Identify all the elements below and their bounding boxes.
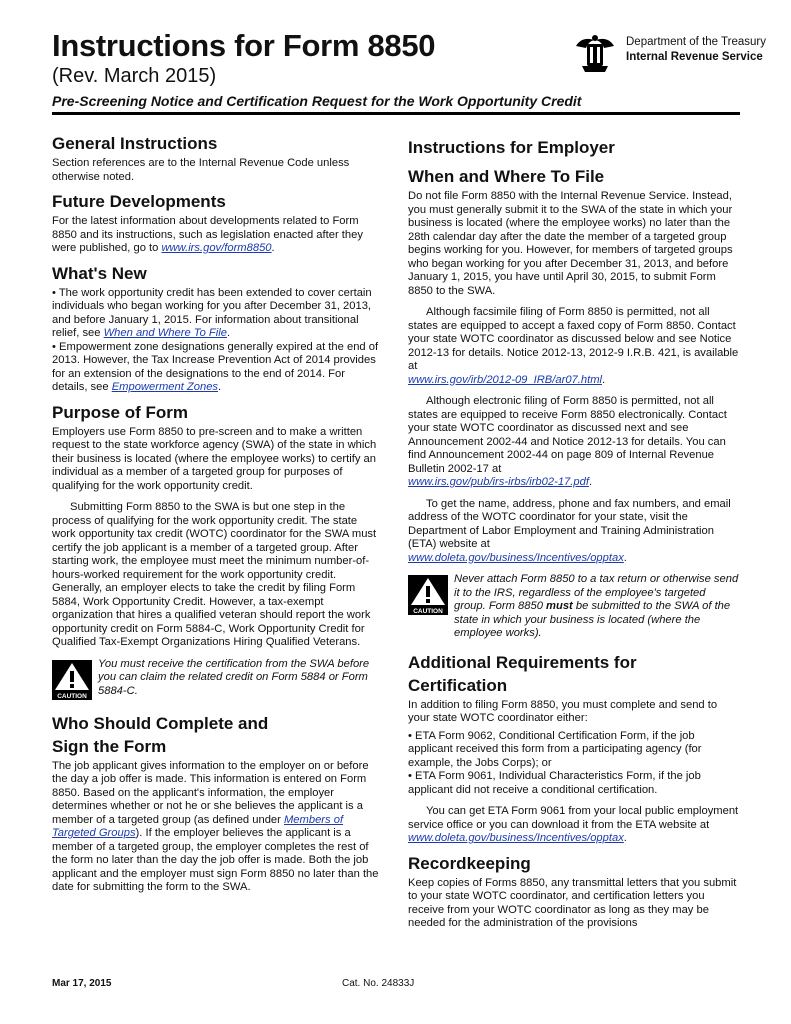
- general-instructions-text: Section references are to the Internal Revenue Code unless otherwise noted.: [52, 157, 350, 183]
- additional-paragraph-2: You can get ETA Form 9061 from your local public employment service office or you can download it from the ETA website at www.doleta.gov/business/Incentives/opptax.: [408, 805, 739, 844]
- left-column: [52, 132, 382, 899]
- purpose-paragraph-1: Employers use Form 8850 to pre-screen and to make a written request to the state workforce agency (SWA) of the state in which their business is located (where the employee works) to certify an individual as a member of a targeted group for purposes of qualifying for the work opportunity credit.: [52, 425, 377, 492]
- document-header: [52, 28, 766, 118]
- page-title: Instructions for Form 8850: [52, 28, 436, 63]
- form-subtitle: Pre-Screening Notice and Certification Request for the Work Opportunity Credit: [52, 93, 582, 109]
- when-where-heading: When and Where To File: [408, 167, 605, 186]
- who-should-complete-heading-1: Who Should Complete and: [52, 713, 269, 733]
- recordkeeping-heading: Recordkeeping: [408, 853, 531, 873]
- agency-block: [572, 32, 766, 82]
- when-paragraph-4: To get the name, address, phone and fax numbers, and email address of the WOTC coordinator for your state, visit the Department of Labor Employment and Training Administration (ETA) website at www.doleta.gov/business/Incentives/opptax.: [408, 497, 731, 564]
- caution-icon: [408, 575, 448, 615]
- caution-text-1: You must receive the certification from the SWA before you can claim the related credit on Form 5884 or Form 5884-C.: [98, 657, 370, 697]
- caution-box-2: [408, 573, 740, 641]
- doleta-link-2[interactable]: www.doleta.gov/business/Incentives/opptax: [408, 832, 624, 844]
- agency-department: Department of the Treasury: [626, 36, 766, 48]
- members-targeted-groups-link[interactable]: Members of Targeted Groups: [52, 813, 344, 839]
- caution-box-1: [52, 658, 382, 702]
- caution-icon: [52, 660, 92, 700]
- future-developments-heading: Future Developments: [52, 192, 226, 211]
- when-paragraph-3: Although electronic filing of Form 8850 is permitted, not all states are equipped to receive Form 8850 electronically. Contact your state WOTC coordinator as discussed next and see Announcement 2002-44 and Notice 2012-13 for details. You can find Announcement 2002-44 on page 809 of Internal Revenue Bulletin 2002-17 at www.irs.gov/pub/irs-irbs/irb02-17.pdf.: [408, 395, 727, 488]
- general-instructions-heading: General Instructions: [52, 134, 218, 153]
- irb02-17-link[interactable]: www.irs.gov/pub/irs-irbs/irb02-17.pdf: [408, 476, 589, 488]
- svg-text:CAUTION: CAUTION: [57, 692, 87, 700]
- purpose-paragraph-2: Submitting Form 8850 to the SWA is but one step in the process of qualifying for the work opportunity credit. The state work opportunity tax credit (WOTC) coordinator for the SWA must certify the job applicant is a member of a targeted group. After starting work, the employee must meet the minimum number-of-hours-worked requirement for the work opportunity credit. Generally, an employer elects to take the credit by filing Form 5884, Work Opportunity Credit. However, a tax-exempt organization that hires a qualified veteran should report the work opportunity credit on Form 5884-C, Work Opportunity Credit for Qualified Tax-Exempt Organizations Hiring Qualified Veterans.: [52, 501, 377, 648]
- footer-date: Mar 17, 2015: [52, 978, 112, 989]
- additional-requirements-heading-2: Certification: [408, 675, 508, 695]
- purpose-of-form-heading: Purpose of Form: [52, 402, 189, 422]
- agency-text: [626, 35, 766, 65]
- right-column: [408, 132, 740, 935]
- instructions-for-employer-heading: Instructions for Employer: [408, 138, 615, 157]
- future-developments-text: For the latest information about developments related to Form 8850 and its instructions, such as legislation enacted after they were published, go to www.irs.gov/form8850.: [52, 215, 363, 254]
- additional-bullet-1: • ETA Form 9062, Conditional Certification Form, if the job applicant received this form from a participating agency (for example, the Jobs Corps); or: [408, 729, 702, 769]
- form8850-link[interactable]: www.irs.gov/form8850: [161, 242, 272, 254]
- header-rule: [52, 112, 740, 115]
- agency-irs: Internal Revenue Service: [626, 51, 763, 63]
- when-paragraph-2: Although facsimile filing of Form 8850 is permitted, not all states are equipped to accept a faxed copy of Form 8850. Contact your state WOTC coordinator as discussed below and see Notice 2012-13 for details. Notice 2012-13, 2012-9 I.R.B. 421, is available at www.irs.gov/irb/2012-09_IRB/ar07.html.: [408, 306, 739, 386]
- footer-cat-number: Cat. No. 24833J: [342, 978, 415, 989]
- when-paragraph-1: Do not file Form 8850 with the Internal Revenue Service. Instead, you must generally submit it to the SWA of the state in which your business is located (where the employee works) no later than the 28th calendar day after the date the member of a targeted group begins working for you. However, for members of targeted groups who began working for you after December 31, 2013, and before January 1, 2015, you have until April 30, 2015, to submit Form 8850 to the SWA.: [408, 190, 733, 297]
- who-should-complete-text: The job applicant gives information to the employer on or before the day a job offer is made. This information is entered on Form 8850. Based on the applicant's information, the employer determines whether or not he or she believes the applicant is a member of a targeted group (as defined under Members of Targeted Groups). If the employer believes the applicant is a member of a targeted group, the employer completes the rest of the form no later than the day the job offer is made. Both the job applicant and the employer must sign Form 8850 no later than the date for submitting the form to the SWA.: [52, 759, 379, 893]
- who-should-complete-heading-2: Sign the Form: [52, 736, 167, 756]
- empowerment-zones-link[interactable]: Empowerment Zones: [111, 381, 219, 393]
- whats-new-bullet-1: • The work opportunity credit has been extended to cover certain individuals who began working for you after December 31, 2013, and before January 1, 2015. For information about transitional relief, see When and Where To File.: [52, 286, 372, 339]
- caution-text-2: Never attach Form 8850 to a tax return or otherwise send it to the IRS, regardless of the employee's targeted group. Form 8850 must be submitted to the SWA of the state in which your business is located (where the employee works).: [454, 573, 739, 639]
- recordkeeping-text: Keep copies of Forms 8850, any transmittal letters that you submit to your state WOTC coordinator, and certification letters you receive from your WOTC coordinator as long as they may be needed for the administration of the provisions: [408, 876, 737, 929]
- revision-date: (Rev. March 2015): [52, 65, 217, 87]
- additional-requirements-heading-1: Additional Requirements for: [408, 652, 637, 672]
- additional-bullet-2: • ETA Form 9061, Individual Characteristics Form, if the job applicant did not receive a conditional certification.: [408, 770, 701, 796]
- whats-new-heading: What's New: [52, 263, 147, 283]
- svg-text:CAUTION: CAUTION: [413, 608, 443, 615]
- when-where-to-file-link[interactable]: When and Where To File: [103, 327, 227, 339]
- notice-2012-13-link[interactable]: www.irs.gov/irb/2012-09_IRB/ar07.html: [408, 373, 602, 386]
- doleta-link-1[interactable]: www.doleta.gov/business/Incentives/opptax: [408, 551, 624, 564]
- additional-paragraph-1: In addition to filing Form 8850, you must complete and send to your state WOTC coordinator either:: [408, 698, 718, 724]
- whats-new-bullet-2: • Empowerment zone designations generally expired at the end of 2013. However, the Tax Increase Prevention Act of 2014 provides for an extension of the designations to the end of 2014. For details, see Empowerment Zones.: [52, 340, 379, 393]
- irs-eagle-logo-icon: [572, 32, 618, 74]
